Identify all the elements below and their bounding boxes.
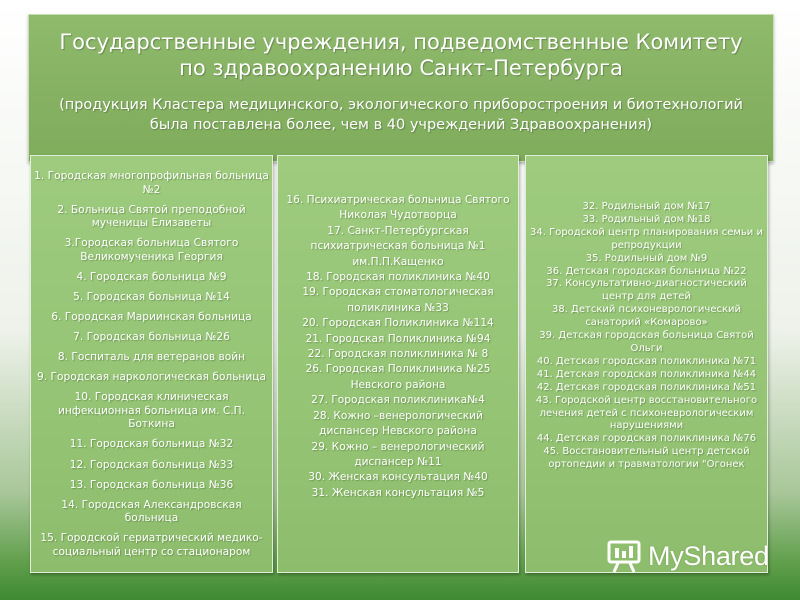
list-item: 13. Городская больница №36 <box>69 478 234 491</box>
list-item: 34. Городской центр планирования семьи и репродукции <box>530 226 763 251</box>
list-item: 8. Госпиталь для ветеранов войн <box>57 351 246 364</box>
list-item: 7. Городская больница №26 <box>73 331 230 344</box>
institutions-column-1 <box>30 155 273 573</box>
myshared-logo <box>606 538 769 574</box>
logo-text: MyShared <box>648 540 769 571</box>
list-item: 11. Городская больница №32 <box>69 438 234 451</box>
institutions-column-2 <box>277 155 519 573</box>
list-item: 19. Городская стоматологическая поликлиника №33 <box>302 286 494 314</box>
list-item: 22. Городская поликлиника № 8 <box>307 348 489 361</box>
list-item: 16. Психиатрическая больница Святого Николая Чудотворца <box>286 194 510 222</box>
list-item: 27. Городская поликлиника№4 <box>311 394 485 407</box>
list-item: 2. Больница Святой преподобной мученицы Елизаветы <box>57 203 246 230</box>
list-item: 18. Городская поликлиника №40 <box>306 271 490 284</box>
list-item: 44. Детская городская поликлиника №76 <box>536 433 757 445</box>
list-item: 3.Городская больница Святого Великомученика Георгия <box>64 237 239 263</box>
list-item: 28. Кожно –венерологический диспансер Невского района <box>313 409 483 438</box>
list-item: 17. Санкт-Петербургская психиатрическая больница №1 им.П.П.Кащенко <box>310 224 486 268</box>
list-item: 37. Консультативно-диагностический центр для детей <box>546 278 747 303</box>
slide-subtitle: (продукция Кластера медицинского, экологического приборостроения и биотехнологий была поставлена более, чем в 40 учреждений Здравоохранения) <box>59 97 743 133</box>
list-item: 1. Городская многопрофильная больница №2 <box>34 170 269 196</box>
list-item: 6. Городская Мариинская больница <box>51 310 252 323</box>
list-item: 33. Родильный дом №18 <box>582 213 711 225</box>
list-item: 12. Городская больница №33 <box>69 458 234 471</box>
list-item: 21. Городская Поликлиника №94 <box>305 332 491 345</box>
slide-header <box>28 14 774 162</box>
list-item: 5. Городская больница №14 <box>73 290 230 303</box>
list-item: 30. Женская консультация №40 <box>308 471 488 484</box>
list-item: 26. Городская Поликлиника №25 Невского района <box>305 363 491 391</box>
list-item: 31. Женская консультация №5 <box>311 486 485 499</box>
list-item: 10. Городская клиническая инфекционная больница им. С.П. Боткина <box>57 391 246 431</box>
institutions-list-2 <box>282 193 514 501</box>
list-item: 41. Детская городская поликлиника №44 <box>536 368 757 380</box>
list-item: 36. Детская городская больница №22 <box>546 265 747 277</box>
list-item: 29. Кожно – венерологический диспансер №11 <box>311 440 485 468</box>
list-item: 9. Городская наркологическая больница <box>37 371 266 384</box>
list-item: 38. Детский психоневрологический санаторий «Комарово» <box>551 304 742 329</box>
list-item: 15. Городской гериатрический медико-социальный центр со стационаром <box>40 532 263 558</box>
list-item: 20. Городская Поликлиника №114 <box>302 317 494 330</box>
institutions-column-3 <box>525 155 768 573</box>
slide-title: Государственные учреждения, подведомственные Комитету по здравоохранению Санкт-Петербурга <box>59 30 743 80</box>
institutions-list-3 <box>530 201 763 472</box>
list-item: 39. Детская городская больница Святой Ольги <box>539 330 754 354</box>
list-item: 40. Детская городская поликлиника №71 <box>536 355 757 367</box>
presentation-board-icon <box>606 539 644 573</box>
list-item: 43. Городской центр восстановительного лечения детей с психоневрологическим нарушениями <box>535 394 758 432</box>
list-item: 32. Родильный дом №17 <box>582 201 711 212</box>
list-item: 42. Детская городская поликлиника №51 <box>536 381 757 393</box>
institutions-list-1 <box>34 170 269 566</box>
list-item: 4. Городская больница №9 <box>76 270 227 283</box>
list-item: 45. Восстановительный центр детской ортопедии и травматологии "Огонек <box>543 446 750 471</box>
list-item: 14. Городская Александровская больница <box>61 498 242 525</box>
list-item: 35. Родильный дом №9 <box>585 252 708 264</box>
